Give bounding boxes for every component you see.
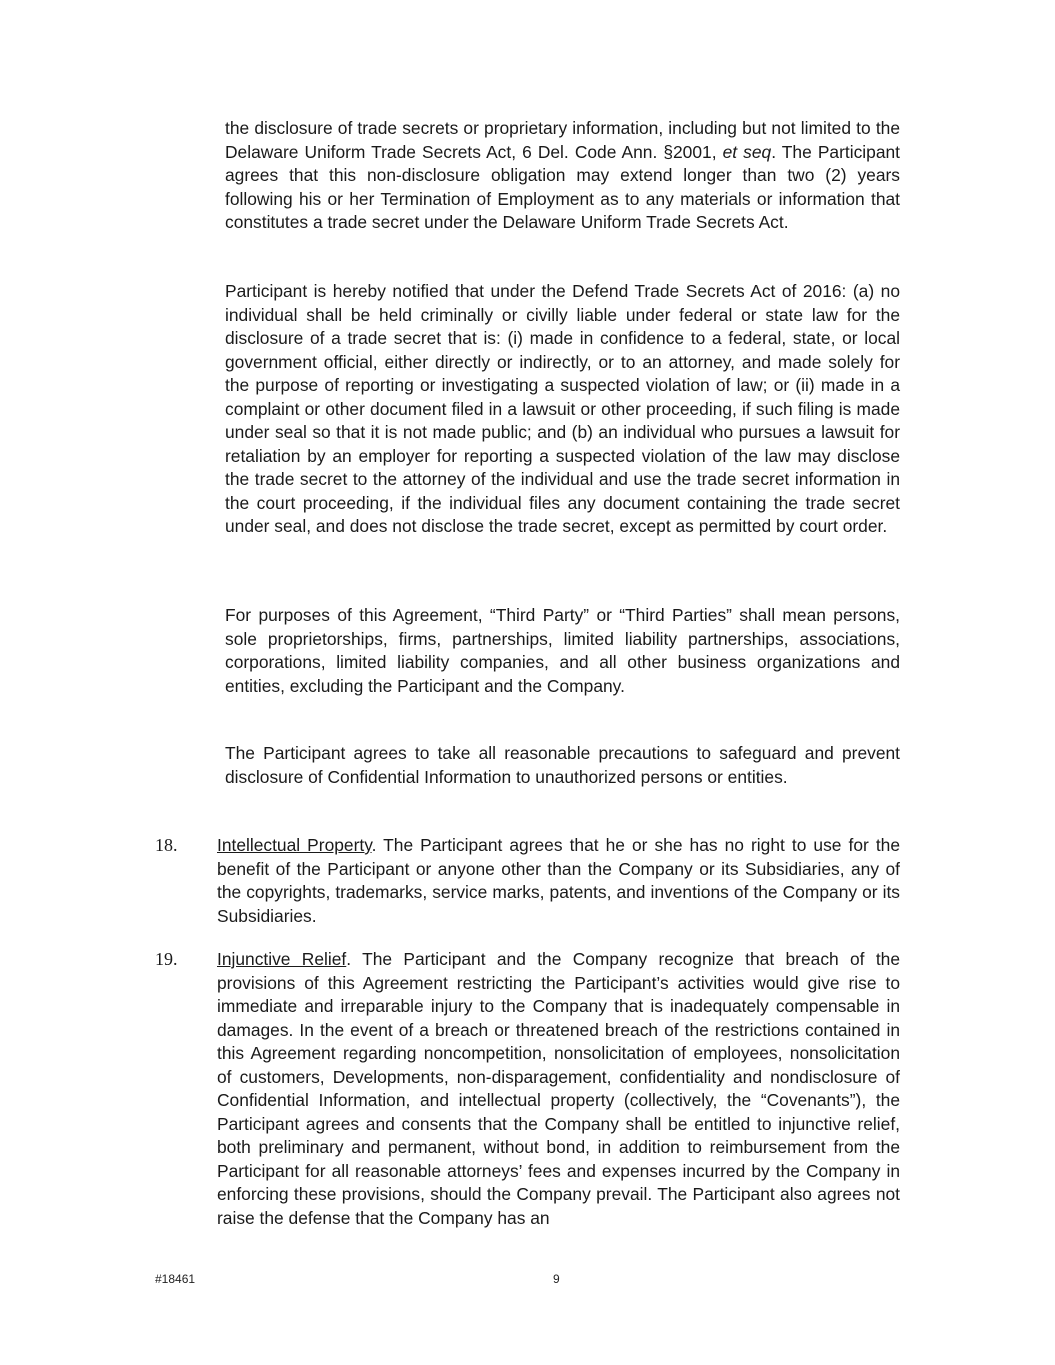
footer-page-number: 9 [553,1272,560,1286]
para1-text-a: the disclosure of trade secrets or proprietary information, including but not limited to the Delaware Uniform Trade Secrets Act, 6 Del. Code Ann. §2001, [225,118,900,162]
section-19-body: . The Participant and the Company recognize that breach of the provisions of this Agreement restricting the Participant’s activities would give rise to immediate and irreparable injury to the Company that is inadequately compensable in damages. In the event of a breach or threatened breach of the restrictions contained in this Agreement regarding noncompetition, nonsolicitation of employees, nonsolicitation of customers, Developments, non-disparagement, confidentiality and nondisclosure of Confidential Information, and intellectual property (collectively, the “Covenants”), the Participant agrees and consents that the Company shall be entitled to injunctive relief, both preliminary and permanent, without bond, in addition to reimbursement from the Participant for all reasonable attorneys’ fees and expenses incurred by the Company in enforcing these provisions, should the Company prevail. The Participant also agrees not raise the defense that the Company has an [217,949,901,1228]
section-18-intellectual-property [217,834,900,928]
section-19-heading: Injunctive Relief [217,949,347,969]
para1-italic-et-seq: et seq [722,141,772,162]
para1-text-b: . The Participant agrees that this non-disclosure obligation may extend longer than two (2) years following his or her Termination of Employment as to any materials or information that constitutes a trade secret under the Delaware Uniform Trade Secrets Act. [225,141,900,232]
section-19-number: 19. [155,949,178,969]
section-18-heading: Intellectual Property [217,835,372,855]
paragraph-safeguard-precautions: The Participant agrees to take all reasonable precautions to safeguard and prevent disclosure of Confidential Information to unauthorized persons or entities. [225,743,900,787]
section-18-number: 18. [155,835,178,855]
section-18-body: . The Participant agrees that he or she has no right to use for the benefit of the Participant or anyone other than the Company or its Subsidiaries, any of the copyrights, trademarks, service marks, patents, and inventions of the Company or its Subsidiaries. [217,835,900,926]
paragraph-third-party-definition: For purposes of this Agreement, “Third Party” or “Third Parties” shall mean persons, sole proprietorships, firms, partnerships, limited liability partnerships, associations, corporations, limited liability companies, and all other business organizations and entities, excluding the Participant and the Company. [225,605,900,696]
paragraph-trade-secrets-continued [225,117,900,235]
footer-document-id: #18461 [155,1272,196,1286]
section-19-injunctive-relief [217,948,900,1230]
paragraph-dtsa-notice: Participant is hereby notified that under the Defend Trade Secrets Act of 2016: (a) no individual shall be held criminally or civilly liable under federal or state law for the disclosure of a trade secret that is: (i) made in confidence to a federal, state, or local government official, either directly or indirectly, or to an attorney, and made solely for the purpose of reporting or investigating a suspected violation of law; or (ii) made in a complaint or other document filed in a lawsuit or other proceeding, if such filing is made under seal so that it is not made public; and (b) an individual who pursues a lawsuit for retaliation by an employer for reporting a suspected violation of the law may disclose the trade secret to the attorney of the individual and use the trade secret information in the court proceeding, if the individual files any document containing the trade secret under seal, and does not disclose the trade secret, except as permitted by court order. [225,281,900,536]
